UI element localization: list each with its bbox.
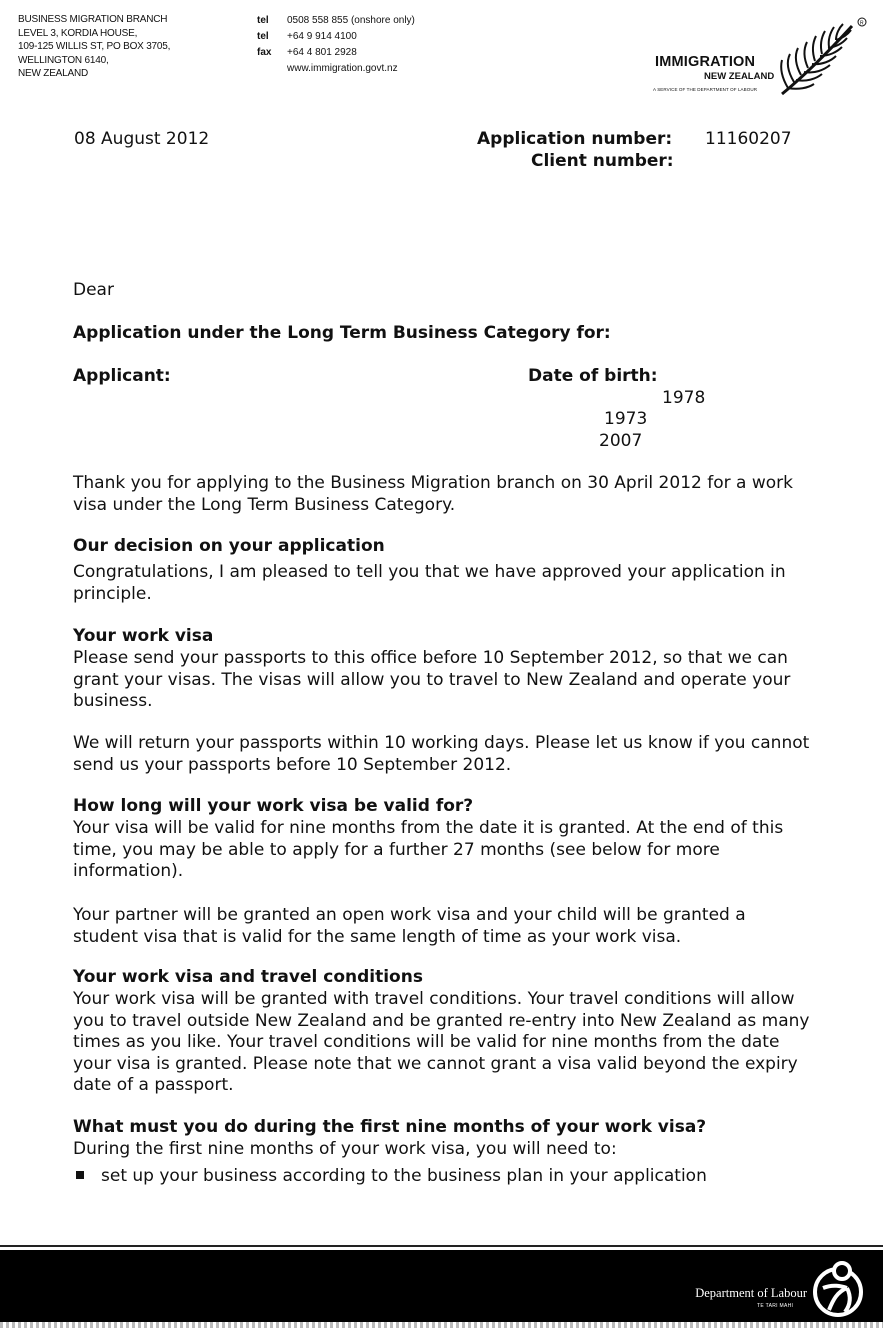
travel-paragraph: Your work visa will be granted with travel conditions. Your travel conditions will allow you to travel outside New Zealand and be granted re-entry into New Zealand as many times as you like. Your travel conditions will be valid for nine months from the date your visa is granted. Please note that we cannot grant a visa valid beyond the expiry date of a passport. (73, 989, 810, 1095)
section-heading-validity: How long will your work visa be valid for? (73, 796, 474, 816)
dob-year: 2007 (599, 431, 643, 451)
address-line: WELLINGTON 6140, (18, 54, 109, 66)
work-visa-paragraph: Please send your passports to this office before 10 September 2012, so that we can grant your visas. The visas will allow you to travel to New Zealand and operate your business. (73, 648, 791, 711)
salutation: Dear (73, 280, 114, 300)
application-number-label: Application number: (477, 129, 673, 149)
address-line: 109-125 WILLIS ST, PO BOX 3705, (18, 41, 171, 52)
list-item (76, 1166, 816, 1188)
application-number: 11160207 (705, 129, 792, 149)
letter-date: 08 August 2012 (74, 129, 210, 149)
contact-block (257, 13, 415, 77)
client-number-label: Client number: (531, 151, 674, 171)
logo-text-immigration: IMMIGRATION (655, 54, 756, 70)
dob-label: Date of birth: (528, 366, 658, 386)
list-item-text: set up your business according to the business plan in your application (101, 1166, 707, 1186)
sender-address (18, 13, 170, 81)
department-sub: TE TARI MAHI (757, 1303, 794, 1309)
nine-months-paragraph: During the first nine months of your work visa, you will need to: (73, 1139, 617, 1159)
section-heading-nine-months: What must you do during the first nine months of your work visa? (73, 1117, 707, 1137)
svg-text:R: R (860, 20, 864, 27)
work-visa-paragraph: We will return your passports within 10 working days. Please let us know if you cannot send us your passports before 10 September 2012. (73, 733, 810, 775)
dob-year: 1978 (662, 388, 706, 408)
intro-paragraph: Thank you for applying to the Business Migration branch on 30 April 2012 for a work visa under the Long Term Business Category. (73, 473, 793, 515)
validity-paragraph: Your partner will be granted an open work visa and your child will be granted a student visa that is valid for the same length of time as your work visa. (73, 905, 746, 947)
address-line: LEVEL 3, KORDIA HOUSE, (18, 27, 138, 39)
logo-text-new-zealand: NEW ZEALAND (704, 71, 775, 82)
contact-fax: +64 4 801 2928 (287, 47, 357, 58)
contact-label: tel (257, 15, 269, 26)
scan-edge (0, 1322, 883, 1328)
footer-rule (0, 1245, 883, 1247)
section-heading-decision: Our decision on your application (73, 536, 385, 556)
decision-paragraph: Congratulations, I am pleased to tell you that we have approved your application in principle. (73, 562, 786, 604)
silver-fern-icon (774, 16, 868, 98)
department-of-labour-logo-icon (811, 1258, 865, 1318)
logo-text-service: A SERVICE OF THE DEPARTMENT OF LABOUR (653, 87, 758, 92)
immigration-nz-logo (650, 16, 868, 98)
applicant-label: Applicant: (73, 366, 171, 386)
contact-label: fax (257, 47, 272, 58)
letter-heading: Application under the Long Term Business Category for: (73, 323, 611, 343)
bullet-icon (76, 1171, 84, 1179)
contact-phone: 0508 558 855 (onshore only) (287, 15, 415, 26)
section-heading-travel: Your work visa and travel conditions (73, 967, 423, 987)
validity-paragraph: Your visa will be valid for nine months from the date it is granted. At the end of this time, you may be able to apply for a further 27 months (see below for more information). (73, 818, 784, 881)
section-heading-work-visa: Your work visa (73, 626, 214, 646)
contact-website: www.immigration.govt.nz (287, 63, 398, 74)
department-name: Department of Labour (695, 1286, 807, 1300)
address-line: BUSINESS MIGRATION BRANCH (18, 14, 168, 25)
dob-year: 1973 (604, 409, 648, 429)
contact-label: tel (257, 31, 269, 42)
address-line: NEW ZEALAND (18, 68, 89, 79)
contact-phone: +64 9 914 4100 (287, 31, 357, 42)
